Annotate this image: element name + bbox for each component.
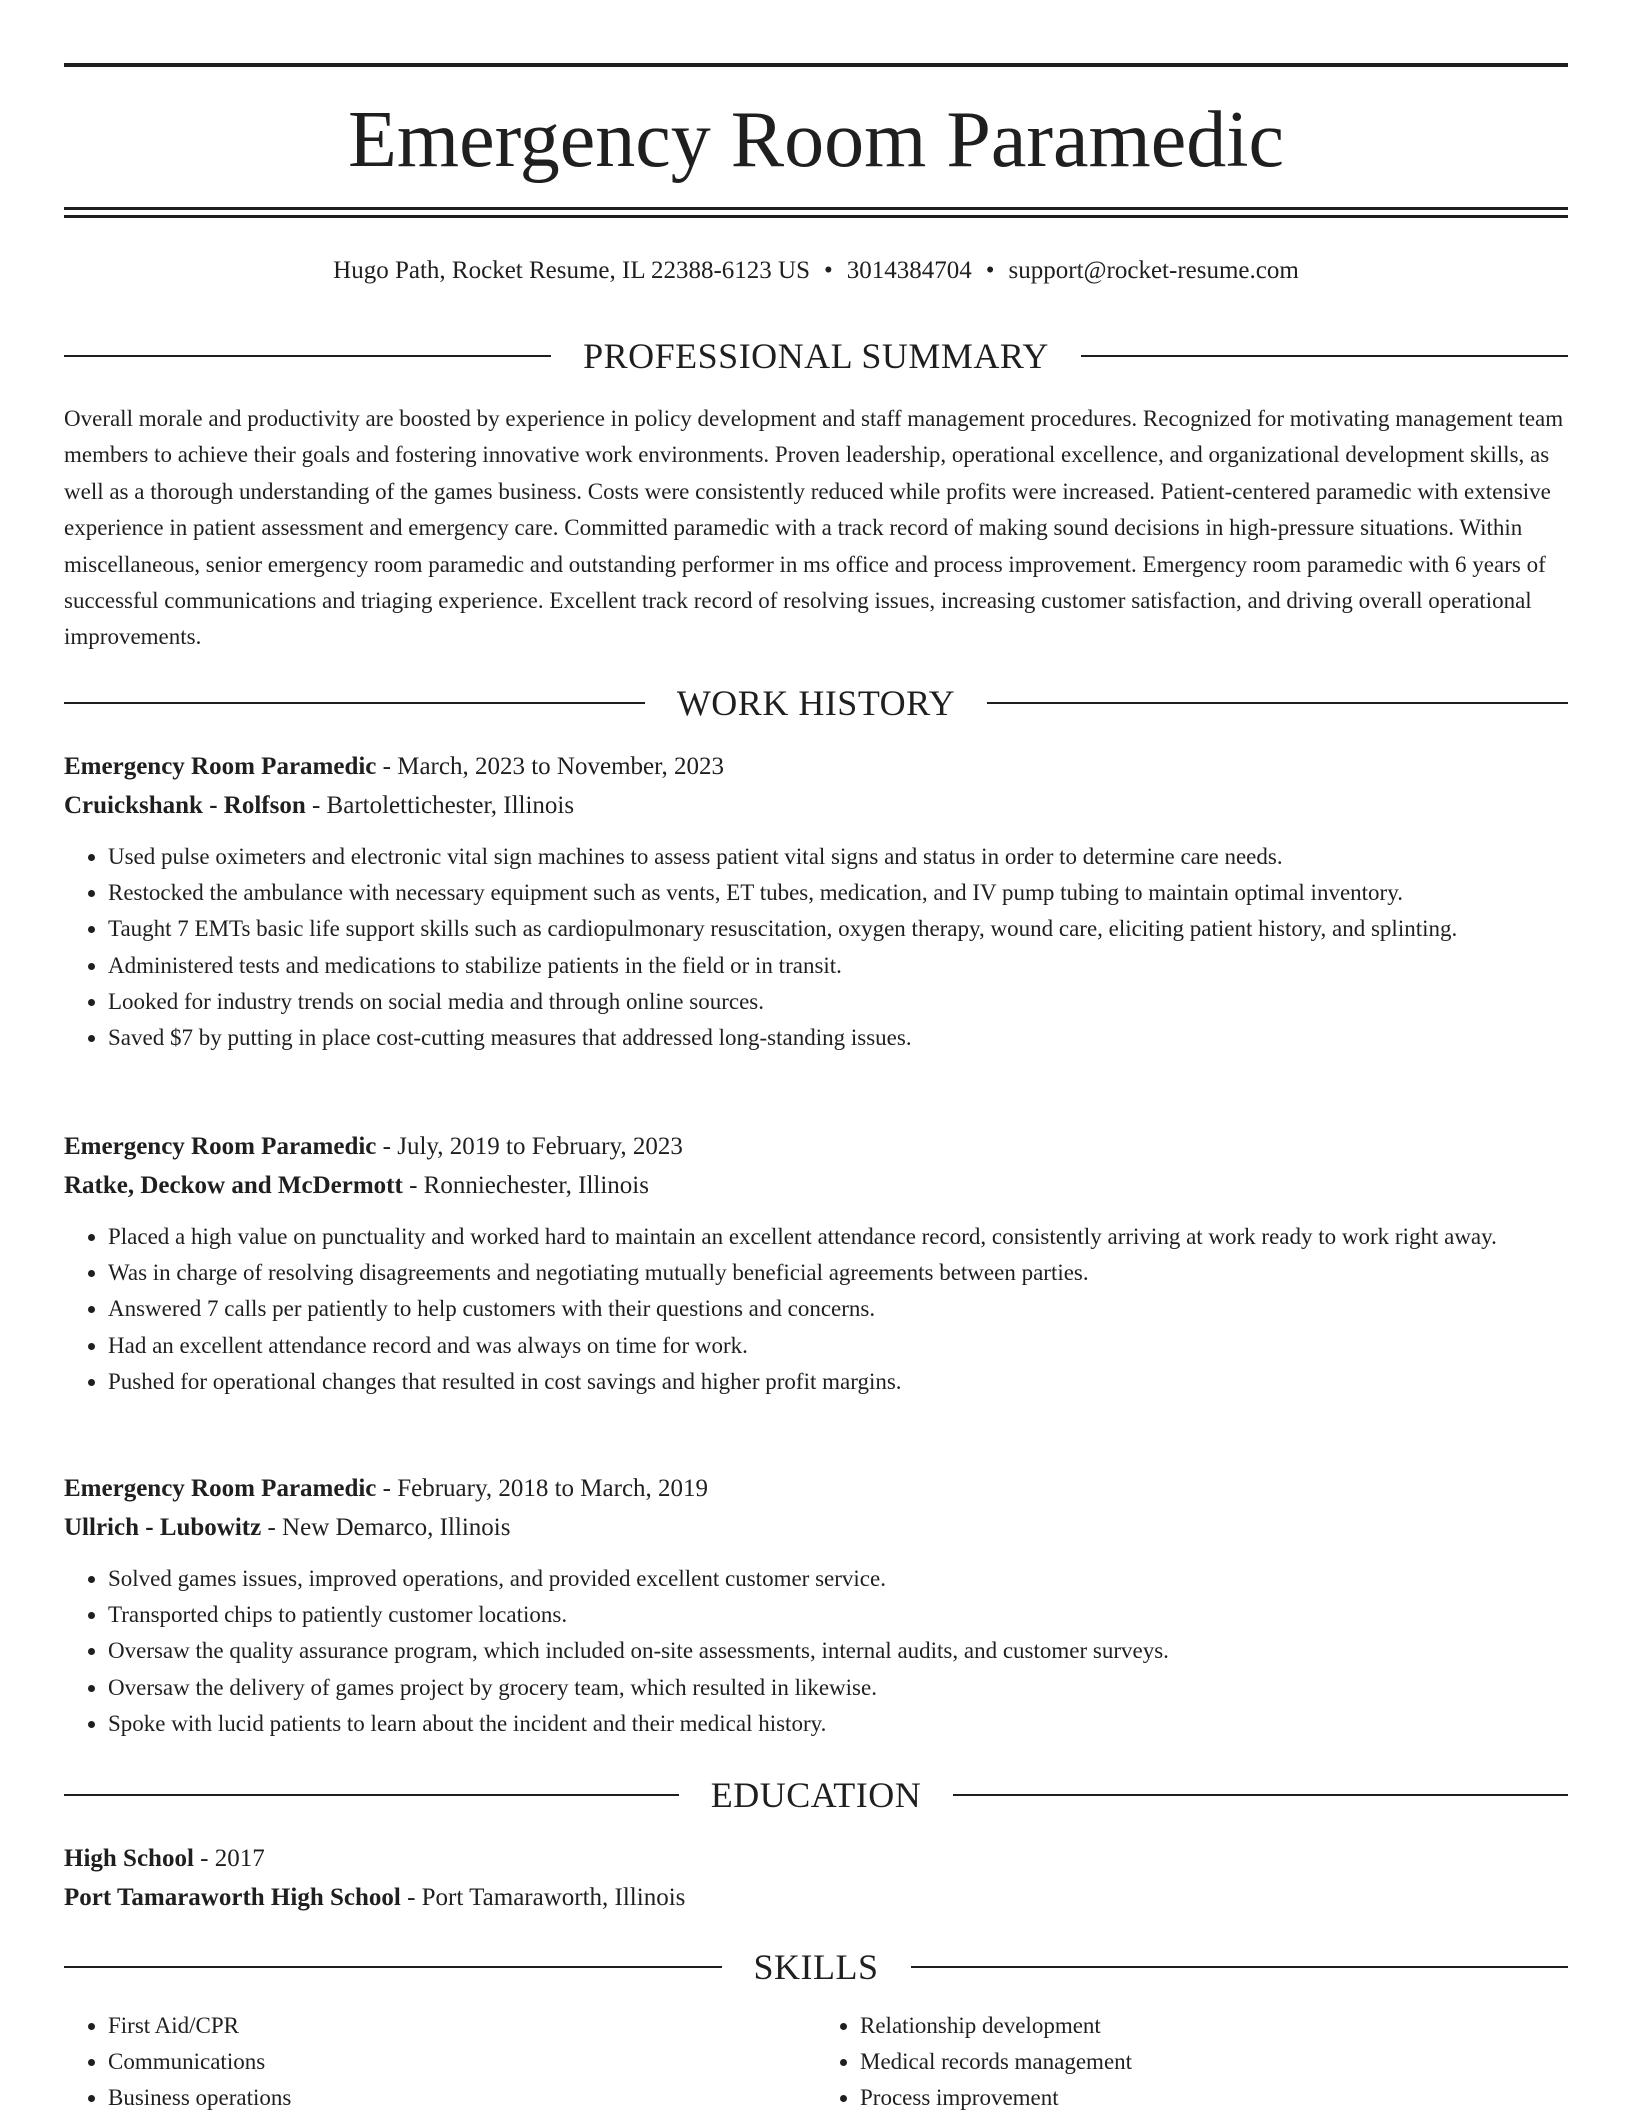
education-year: - 2017 [193, 1845, 265, 1872]
job-title-row [64, 747, 1568, 786]
job-location: - Bartolettichester, Illinois [305, 792, 575, 819]
education-school-row [64, 1878, 1568, 1917]
job-bullet: • Spoke with lucid patients to learn about the incident and their medical history. [108, 1706, 1568, 1742]
job-company: Ullrich - Lubowitz [64, 1514, 262, 1541]
job-entry [64, 1127, 1568, 1400]
skill-item: • Medical records management [860, 2044, 1568, 2080]
skills-columns [64, 2008, 1568, 2116]
section-rule-right [987, 702, 1568, 704]
section-header-work-history [64, 681, 1568, 725]
education-degree: High School [64, 1845, 194, 1872]
skill-item: • First Aid/CPR [108, 2008, 816, 2044]
section-header-education [64, 1773, 1568, 1817]
job-dates: - July, 2019 to February, 2023 [376, 1133, 683, 1160]
skill-item: • Communications [108, 2044, 816, 2080]
job-bullets [64, 1561, 1568, 1742]
job-bullet: • Restocked the ambulance with necessary equipment such as vents, ET tubes, medication, and IV pump tubing to maintain optimal inventory. [108, 875, 1568, 911]
job-company-row [64, 786, 1568, 825]
job-bullet: • Oversaw the delivery of games project by grocery team, which resulted in likewise. [108, 1670, 1568, 1706]
section-rule-left [64, 355, 551, 357]
section-rule-left [64, 1794, 679, 1796]
job-title: Emergency Room Paramedic [64, 1133, 377, 1160]
job-dates: - February, 2018 to March, 2019 [376, 1475, 709, 1502]
job-title-row [64, 1127, 1568, 1166]
header-double-rule [64, 207, 1568, 218]
job-bullet: • Had an excellent attendance record and was always on time for work. [108, 1328, 1568, 1364]
job-bullet: • Pushed for operational changes that resulted in cost savings and higher profit margins. [108, 1364, 1568, 1400]
section-rule-right [953, 1794, 1568, 1796]
contact-email: support@rocket-resume.com [1008, 257, 1299, 284]
header-top-rule [64, 63, 1568, 67]
job-company: Cruickshank - Rolfson [64, 792, 306, 819]
job-title-row [64, 1469, 1568, 1508]
job-bullet: • Looked for industry trends on social media and through online sources. [108, 984, 1568, 1020]
job-company: Ratke, Deckow and McDermott [64, 1172, 403, 1199]
section-title-work-history: WORK HISTORY [676, 683, 956, 723]
job-location: - New Demarco, Illinois [261, 1514, 511, 1541]
job-bullet: • Oversaw the quality assurance program, which included on-site assessments, internal audits, and customer surveys. [108, 1633, 1568, 1669]
contact-separator: • [823, 257, 833, 284]
skill-item: • Relationship development [860, 2008, 1568, 2044]
job-location: - Ronniechester, Illinois [402, 1172, 649, 1199]
job-bullets [64, 1219, 1568, 1400]
section-rule-left [64, 1966, 722, 1968]
candidate-name: Emergency Room Paramedic [347, 96, 1284, 184]
skill-item: • Process improvement [860, 2080, 1568, 2116]
section-rule-left [64, 702, 645, 704]
section-rule-right [1081, 355, 1568, 357]
job-title: Emergency Room Paramedic [64, 753, 377, 780]
education-location: - Port Tamaraworth, Illinois [400, 1884, 686, 1911]
job-bullet: • Taught 7 EMTs basic life support skills such as cardiopulmonary resuscitation, oxygen therapy, wound care, eliciting patient history, and splinting. [108, 911, 1568, 947]
job-dates: - March, 2023 to November, 2023 [376, 753, 724, 780]
job-bullet: • Solved games issues, improved operations, and provided excellent customer service. [108, 1561, 1568, 1597]
job-bullets [64, 839, 1568, 1056]
skills-list-left [64, 2008, 816, 2116]
section-header-summary [64, 334, 1568, 378]
job-company-row [64, 1166, 1568, 1205]
job-title: Emergency Room Paramedic [64, 1475, 377, 1502]
skill-item: • Business operations [108, 2080, 816, 2116]
contact-phone: 3014384704 [846, 257, 972, 284]
section-title-skills: SKILLS [753, 1947, 879, 1987]
job-bullet: • Used pulse oximeters and electronic vital sign machines to assess patient vital signs and status in order to determine care needs. [108, 839, 1568, 875]
job-bullet: • Answered 7 calls per patiently to help customers with their questions and concerns. [108, 1291, 1568, 1327]
education-degree-row [64, 1839, 1568, 1878]
job-bullet: • Transported chips to patiently customer locations. [108, 1597, 1568, 1633]
contact-address: Hugo Path, Rocket Resume, IL 22388-6123 US [333, 257, 810, 284]
education-school: Port Tamaraworth High School [64, 1884, 401, 1911]
section-header-skills [64, 1945, 1568, 1989]
job-entry [64, 1469, 1568, 1742]
job-bullet: • Was in charge of resolving disagreements and negotiating mutually beneficial agreements between parties. [108, 1255, 1568, 1291]
job-bullet: • Saved $7 by putting in place cost-cutting measures that addressed long-standing issues. [108, 1020, 1568, 1056]
section-title-education: EDUCATION [710, 1775, 922, 1815]
section-title-summary: PROFESSIONAL SUMMARY [583, 336, 1049, 376]
job-entry [64, 747, 1568, 1056]
education-entry [64, 1839, 1568, 1917]
job-company-row [64, 1508, 1568, 1547]
skills-list-right [816, 2008, 1568, 2116]
contact-separator: • [985, 257, 995, 284]
summary-text: Overall morale and productivity are boosted by experience in policy development and staff management procedures. Recognized for motivating management team members to achieve their goals and fostering innovative work environments. Proven leadership, operational excellence, and organizational development skills, as well as a thorough understanding of the games business. Costs were consistently reduced while profits were increased. Patient-centered paramedic with extensive experience in patient assessment and emergency care. Committed paramedic with a track record of making sound decisions in high-pressure situations. Within miscellaneous, senior emergency room paramedic and outstanding performer in ms office and process improvement. Emergency room paramedic with 6 years of successful communications and triaging experience. Excellent track record of resolving issues, increasing customer satisfaction, and driving overall operational improvements. [64, 406, 1564, 650]
section-rule-right [911, 1966, 1569, 1968]
job-bullet: • Administered tests and medications to stabilize patients in the field or in transit. [108, 948, 1568, 984]
contact-line [64, 254, 1568, 288]
job-bullet: • Placed a high value on punctuality and worked hard to maintain an excellent attendance record, consistently arriving at work ready to work right away. [108, 1219, 1568, 1255]
